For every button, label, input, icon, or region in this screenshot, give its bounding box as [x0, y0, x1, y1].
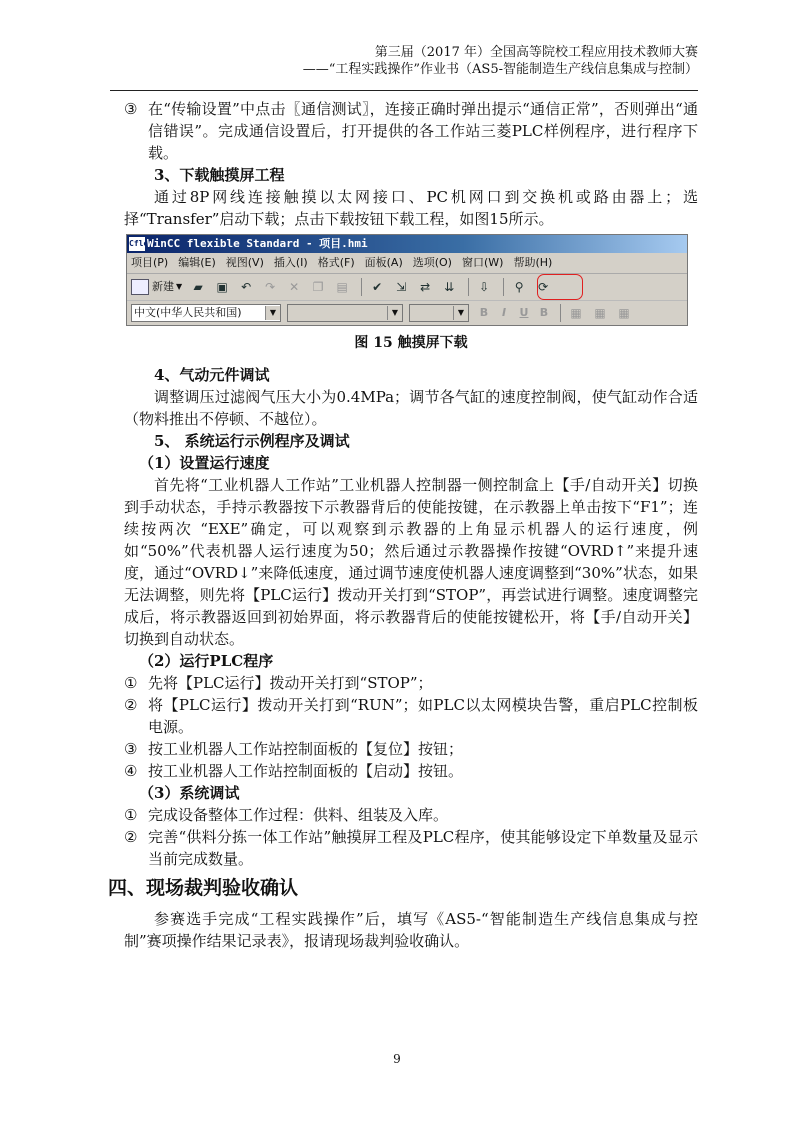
- main-toolbar: [127, 274, 687, 301]
- section-4-para: 调整调压过滤阀气压大小为0.4MPa；调节各气缸的速度控制阀，使气缸动作合适（物料推出不停顿、不越位）。: [124, 388, 698, 428]
- chevron-down-icon: ▼: [265, 306, 280, 320]
- size-select[interactable]: [409, 304, 469, 322]
- toolbar-separator: [503, 278, 504, 296]
- underline-button[interactable]: U: [519, 306, 529, 319]
- figure-caption: 图 15 触摸屏下载: [354, 335, 468, 351]
- compile-icon[interactable]: ⇲: [396, 280, 407, 294]
- align-right-icon[interactable]: ▦: [618, 306, 630, 320]
- find-icon[interactable]: ⚲: [514, 280, 524, 294]
- paste-icon[interactable]: ▤: [336, 280, 348, 294]
- font-select[interactable]: [287, 304, 403, 322]
- list-item: [124, 760, 698, 782]
- section-4-title: 4、气动元件调试: [154, 366, 270, 384]
- chevron-down-icon: ▼: [453, 306, 468, 320]
- list-number: ①: [124, 806, 138, 824]
- print-icon[interactable]: ⇩: [479, 280, 490, 294]
- new-button[interactable]: 新建 ▼: [131, 276, 182, 298]
- list-number: ④: [124, 762, 138, 780]
- list-item: [124, 672, 698, 694]
- menu-item-options[interactable]: 选项(O): [412, 256, 452, 269]
- window-title: WinCC flexible Standard - 项目.hmi: [147, 237, 368, 250]
- list-number: ③: [124, 100, 138, 118]
- page-header: [110, 44, 698, 78]
- align-center-icon[interactable]: ▦: [594, 306, 606, 320]
- list-number: ③: [124, 740, 138, 758]
- open-icon[interactable]: ▰: [193, 280, 203, 294]
- menu-item-panel[interactable]: 面板(A): [364, 256, 403, 269]
- page-number: 9: [393, 1052, 401, 1066]
- download-icon[interactable]: ⇊: [444, 280, 455, 294]
- list-number: ①: [124, 674, 138, 692]
- subsection-1-title: （1）设置运行速度: [139, 454, 270, 472]
- cut-icon[interactable]: ✕: [289, 280, 300, 294]
- toolbar-separator: [361, 278, 362, 296]
- menu-item-project[interactable]: 项目(P): [131, 256, 169, 269]
- format-toolbar: [127, 301, 687, 325]
- redo-icon[interactable]: ↷: [265, 280, 276, 294]
- list-text: 先将【PLC运行】拨动开关打到“STOP”；: [148, 674, 433, 692]
- subsection-1-para: 首先将“工业机器人工作站”工业机器人控制器一侧控制盒上【手/自动开关】切换到手动状态，手持示教器按下示教器背后的使能按键，在示教器上单击按下“F1”；连续按两次 “EXE”确定，可以观察到示教器的上角显示机器人的运行速度，例如“50%”代表机器人运行速度为50；然后通过示教器操作按键“OVRD↑”来提升速度，通过“OVRD↓”来降低速度，通过调节速度使机器人速度调整到“30%”状态，如果无法调整，则先将【PLC运行】拨动开关打到“STOP”，再尝试进行调整。速度调整完成后，将示教器返回到初始界面，将示教器背后的使能按键松开，将【手/自动开关】切换到自动状态。: [124, 476, 698, 648]
- list-item: [124, 804, 698, 826]
- menu-item-edit[interactable]: 编辑(E): [178, 256, 216, 269]
- list-item: [124, 98, 698, 164]
- app-logo-icon: Cfle: [129, 237, 145, 251]
- list-number: ②: [124, 828, 138, 846]
- menu-item-insert[interactable]: 插入(I): [273, 256, 308, 269]
- part-4-title: 四、现场裁判验收确认: [108, 877, 299, 899]
- list-text: 将【PLC运行】拨动开关打到“RUN”；如PLC以太网模块告警，重启PLC控制板电源。: [148, 696, 698, 736]
- list-text: 按工业机器人工作站控制面板的【启动】按钮。: [148, 762, 464, 780]
- toolbar-separator: [468, 278, 469, 296]
- save-icon[interactable]: ▣: [216, 280, 228, 294]
- header-line-1: 第三届（2017 年）全国高等院校工程应用技术教师大赛: [374, 45, 698, 60]
- menu-item-help[interactable]: 帮助(H): [513, 256, 553, 269]
- list-text: 按工业机器人工作站控制面板的【复位】按钮；: [148, 740, 464, 758]
- bold-button[interactable]: B: [479, 306, 489, 319]
- new-icon: [131, 279, 149, 295]
- subsection-3-title: （3）系统调试: [139, 784, 240, 802]
- copy-icon[interactable]: ❐: [312, 280, 324, 294]
- section-5-title: 5、 系统运行示例程序及调试: [154, 432, 350, 450]
- replace-icon[interactable]: ⟳: [538, 280, 549, 294]
- undo-icon[interactable]: ↶: [241, 280, 252, 294]
- header-rule: [110, 90, 698, 91]
- check-icon[interactable]: ✔: [372, 280, 383, 294]
- transfer-icon[interactable]: ⇄: [420, 280, 431, 294]
- language-value: 中文(中华人民共和国): [134, 306, 242, 319]
- list-number: ②: [124, 696, 138, 714]
- section-3-title: 3、下载触摸屏工程: [154, 166, 285, 184]
- window-titlebar: [127, 235, 687, 253]
- section-3-para: 通过8P网线连接触摸以太网接口、PC机网口到交换机或路由器上；选择“Transfer”启动下载；点击下载按钮下载工程，如图15所示。: [124, 188, 698, 228]
- part-4-para: 参赛选手完成“工程实践操作”后，填写《AS5-“智能制造生产线信息集成与控制”赛项操作结果记录表》，报请现场裁判验收确认。: [124, 910, 698, 950]
- menu-item-view[interactable]: 视图(V): [225, 256, 264, 269]
- list-text: 完成设备整体工作过程：供料、组装及入库。: [148, 806, 449, 824]
- list-item: [124, 738, 698, 760]
- italic-button[interactable]: I: [501, 306, 507, 319]
- align-left-icon[interactable]: ▦: [570, 306, 582, 320]
- header-line-2: ——“工程实践操作”作业书（AS5-智能制造生产线信息集成与控制）: [302, 62, 698, 77]
- wincc-screenshot: [126, 234, 688, 326]
- toolbar-separator: [560, 304, 561, 322]
- language-select[interactable]: [131, 304, 281, 322]
- subsection-2-title: （2）运行PLC程序: [139, 652, 274, 670]
- download-highlight: [537, 274, 583, 300]
- menu-item-format[interactable]: 格式(F): [317, 256, 355, 269]
- list-text: 在“传输设置”中点击〖通信测试〗，连接正确时弹出提示“通信正常”，否则弹出“通信错误”。完成通信设置后，打开提供的各工作站三菱PLC样例程序，进行程序下载。: [148, 100, 698, 162]
- menu-bar: [127, 253, 687, 274]
- menu-item-window[interactable]: 窗口(W): [461, 256, 504, 269]
- strike-button[interactable]: B: [539, 306, 549, 319]
- list-item: [124, 694, 698, 738]
- new-label: 新建: [152, 280, 174, 293]
- list-text: 完善“供料分拣一体工作站”触摸屏工程及PLC程序，使其能够设定下单数量及显示当前完成数量。: [148, 828, 698, 868]
- page-content: [108, 98, 698, 952]
- chevron-down-icon: ▼: [387, 306, 402, 320]
- list-item: [124, 826, 698, 870]
